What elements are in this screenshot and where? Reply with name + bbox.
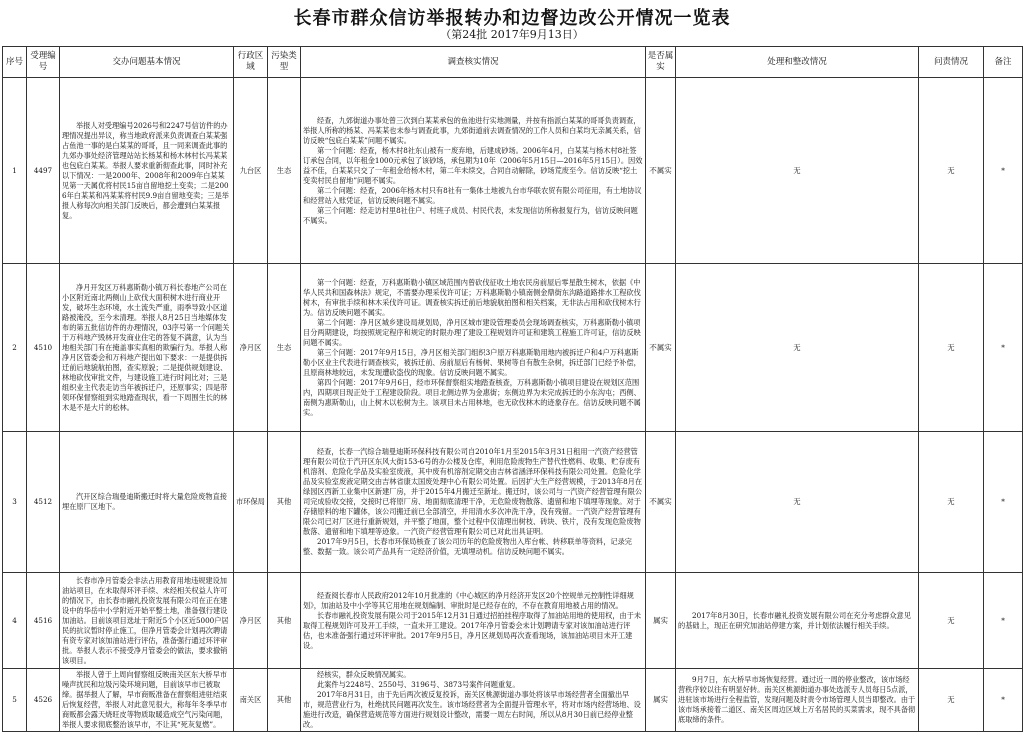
investigation-paragraph: 长春市融礼投资发展有限公司于2015年12月31日通过招拍挂程序取得了加油站用地的使用权，由于未取得工程规划许可及开工手续，一直未开工建设。2017年净月管委会未计划聘请专家对该加油站进行评估，也未准备强行通过环评审批。2017年9月5日，净月区规划局再次查看现场，该加油站项目未开工建设。 (303, 610, 642, 650)
cell-remark: * (984, 78, 1023, 264)
cell-seq: 5 (3, 669, 27, 732)
cell-district: 南关区 (234, 669, 268, 732)
cell-investigation (301, 432, 646, 573)
table-row (3, 78, 1023, 264)
table-row (3, 573, 1023, 669)
cell-accountability: 无 (919, 432, 984, 573)
cell-handling: 无 (676, 432, 919, 573)
cell-handling: 无 (676, 264, 919, 432)
header-investigation: 调查核实情况 (301, 47, 646, 78)
investigation-paragraph: 2017年8月31日，由于先后两次被反复投诉，南关区桃源街道办事处将该早市场经营者全面撤出早市，规范营业行为，杜绝扰民问题再次发生。该市场经营者为全面提升管理水平，将对市场内经营场地、设施进行改造，确保营造规范等方面进行规划设计整改，需要一周左右时间，所以从8月30日前已经停业整改。 (303, 690, 641, 729)
header-issue: 交办问题基本情况 (60, 47, 234, 78)
header-verified: 是否属实 (646, 47, 676, 78)
investigation-paragraph: 经查，长春一汽综合瑞曼迪斯环保科技有限公司自2010年1月至2015年3月31日租用一汽资产经营管理有限公司位于汽开区东风大街153-6号的办公楼及仓库，利用危险废物生产替代性燃料、收集、贮存废有机溶剂、危险化学品及实验室废液，其中废有机溶剂定期交由吉林省涵泽环保科技有限公司处置。危险化学品及实验室废液定期交由吉林省康太国废处理中心有限公司处置。后因扩大生产经营规模，于2013年8月在绿园区西新工业集中区新建厂房，并于2015年4月搬迁至新址。搬迁时，该公司与一汽资产经营管理有限公司完成验收交接，交接时已将原厂房、地面彻底清理干净，无危险废物散落、遗留和地下填埋等现象。对于存储原料的地下罐体，该公司搬迁前已全部清空，并用清水多次冲洗干净，没有残留。一汽资产经营管理有限公司已对厂区进行重新规划，并平整了地面，整个过程中仅清理出树枝、砖块、铁片，没有发现危险废物散落、遗留和地下填埋等迹象。一汽资产经营管理有限公司已对此出具证明。 (303, 447, 643, 536)
cell-investigation (301, 78, 646, 264)
cell-accountability: 无 (919, 669, 984, 732)
cell-verified: 不属实 (646, 264, 676, 432)
cell-issue: 长春市净月管委会非法占用教育用地违规建设加油站项目，在未取得环评手续、未经相关权益人许可的情况下，由长春市融礼投资发展有限公司在正在建设中的华岳中小学附近开始平整土地，准备强行建设加油站。目前该项目选址于附近5个小区近5000户居民的抗议暂时停止施工，但净月管委会计划再次聘请有资专家对该加油站进行评估，准备强行通过环评审批。举报人表示不接受净月管委会的做法，要求撤销该项目。 (60, 573, 234, 669)
cell-accountability: 无 (919, 573, 984, 669)
table-row (3, 264, 1023, 432)
cell-id: 4526 (27, 669, 60, 732)
table-row (3, 669, 1023, 732)
investigation-paragraph: 第一个问题：经查，杨木村8社东山被有一废弃地，后建成砂场。2006年4月，白某某与杨木村8社签订承包合同，以年租金1000元承包了该砂场，承包期为10年（2006年5月15日—2016年5月15日）。因效益不佳，白某某只交了一年租金给杨木村，第二年未续交，合同自动解除，砂场荒废至今。信访反映“挖土变卖村民自留地”问题不属实。 (303, 145, 643, 185)
investigation-paragraph: 第三个问题：经走访村里8社住户、村班子成员、村民代表，未发现信访所称报复行为，信访反映问题不属实。 (303, 205, 638, 225)
cell-issue: 净月开发区万科惠斯勒小镇万科长春地产公司在小区附近南北两侧山上砍伐大面积树木进行商业开发，破坏生态环境，水土流失严重，雨季导致小区道路被淹没，至今未清理。举报人8月25日当地媒体发布的第五批信访件的办理情况，03序号第一个问题关于万科地产毁林开发商业住宅的答复不满意，认为当地相关部门有在掩盖事实真相的欺骗行为。举报人称净月区管委会和万科地产提出如下要求：一是提供拆迁前后地貌航拍图，查实原貌；二是提供规划建设、林地砍伐审批文件，与建设施工进行时间比对；三是组织业主代表走访当年被拆迁户，还原事实；四是带领环保督察组到实地踏查现状，看一下周围生长的林木是不是大片的松林。 (60, 264, 234, 432)
cell-type: 其他 (268, 432, 301, 573)
header-row (3, 47, 1023, 78)
cell-district: 九台区 (234, 78, 268, 264)
cell-remark: * (984, 432, 1023, 573)
cell-id: 4510 (27, 264, 60, 432)
investigation-paragraph: 第四个问题：2017年9月6日，经市环保督察组实地踏查核查，万科惠斯勒小镇项目建设在规划区范围内，四期项目现正处于工程建设阶段。项目北侧边界为金惠街；东侧边界为未完成拆迁的小东沟屯；西侧、南侧为惠斯勒山，山上树木以松树为主。该项目未占用林地，也无砍伐林木的迹象存在。信访反映问题不属实。 (303, 377, 641, 417)
header-type: 污染类型 (268, 47, 301, 78)
cell-investigation (301, 573, 646, 669)
cell-verified: 属实 (646, 669, 676, 732)
investigation-paragraph: 第二个问题：净月区城乡建设局规划局，净月区城市建设管理委员会现场调查核实，万科惠斯勒小镇项目分两期建设，均按照规定程序和规定的时限办理了建设工程规划许可证和建筑工程施工许可证，信访反映问题不属实。 (303, 317, 641, 347)
cell-remark: * (984, 264, 1023, 432)
cell-id: 4497 (27, 78, 60, 264)
investigation-paragraph: 第一个问题：经查，万科惠斯勒小镇区域范围内曾砍伐征收土地农民房前屋后零星散生树木，依据《中华人民共和国森林法》规定，不需要办理采伐许可证；万科惠斯勒小镇南侧金鼎街东沟路道路排水工程砍伐树木，有审批手续和林木采伐许可证。调查核实拆迁前后地貌航拍图和相关档案，无非法占用和砍伐树木行为。信访反映问题不属实。 (303, 277, 641, 317)
cell-district: 净月区 (234, 264, 268, 432)
cell-seq: 1 (3, 78, 27, 264)
header-handling: 处理和整改情况 (676, 47, 919, 78)
cell-seq: 2 (3, 264, 27, 432)
header-remark: 备注 (984, 47, 1023, 78)
header-seq: 序号 (3, 47, 27, 78)
table-row (3, 432, 1023, 573)
header-accountability: 问责情况 (919, 47, 984, 78)
investigation-paragraph: 此案件与2248号、2550号、3196号、3873号案件问题重复。 (317, 680, 520, 689)
cell-issue: 举报人曾于上周向督察组反映南关区东大桥早市噪声扰民和垃圾污染环境问题，目前该早市已被取缔。据举报人了解，早市商贩准备在督察组进驻结束后恢复经营，举报人对此意见很大，称每年冬季早市商贩都会露天烧旺皮等物质取暖造成空气污染问题，举报人要求彻底整治该早市，不让其“死灰复燃”。 (60, 669, 234, 732)
cell-accountability: 无 (919, 78, 984, 264)
page-title: 长春市群众信访举报转办和边督边改公开情况一览表 (293, 8, 731, 29)
investigation-paragraph: 第二个问题：经查，2006年杨木村只有8社有一集体土地被九台市华联农贸有限公司征用，有土地协议和经营站入账凭证，信访反映问题不属实。 (303, 185, 642, 205)
cell-accountability: 无 (919, 264, 984, 432)
cell-investigation (301, 669, 646, 732)
cell-type: 其他 (268, 573, 301, 669)
cell-id: 4512 (27, 432, 60, 573)
cell-remark: * (984, 573, 1023, 669)
investigation-paragraph: 经查阅长春市人民政府2012年10月批准的《中心城区的净月经济开发区20个控规单元控制性详细规划》，加油站及中小学等其它用地在规划编制、审批时是已经存在的，不存在教育用地被占用的情况。 (303, 590, 634, 610)
investigation-paragraph: 第三个问题：2017年9月15日，净月区相关部门组织3户原万科惠斯勒用地内被拆迁户和4户万科惠斯勒小区业主代表进行调查核实，被拆迁前、房前屋后有杨树、果树等自有散生杂树，拆迁部门已经予补偿，且原商林地较远，未发现遭砍盗伐的现象。信访反映问题不属实。 (303, 347, 641, 377)
investigation-paragraph: 经查，九郊街道办事处曾三次到白某某承包的鱼池进行实地测量，并按有指派白某某的哥哥负责调查，举报人所称的杨某、冯某某也未参与调查此事，九郊街道前去调查情况的工作人员和白某均无亲属关系，信访反映“包庇白某某”问题不属实。 (303, 115, 641, 145)
cell-district: 净月区 (234, 573, 268, 669)
page-subtitle: （第24批 2017年9月13日） (440, 28, 584, 41)
cell-investigation (301, 264, 646, 432)
cell-seq: 3 (3, 432, 27, 573)
cell-verified: 不属实 (646, 432, 676, 573)
header-id: 受理编号 (27, 47, 60, 78)
cell-issue: 汽开区综合瑞曼迪斯搬迁时将大量危险废物直接埋在原厂区地下。 (60, 432, 234, 573)
header-district: 行政区域 (234, 47, 268, 78)
cell-seq: 4 (3, 573, 27, 669)
investigation-paragraph: 经核实，群众反映情况属实。 (317, 670, 411, 679)
cell-handling: 无 (676, 78, 919, 264)
complaints-table (2, 46, 1023, 732)
cell-district: 市环保局 (234, 432, 268, 573)
cell-type: 其他 (268, 669, 301, 732)
cell-handling: 9月7日，东大桥早市场恢复经营。通过近一周的停业整改，该市场经营秩序较以往有明显好转。南关区桃源街道办事处选派专人员每日5点派，进驻该市场进行全程监管，发现问题及时责令市场管理人员当即整改。由于该市场承接着二道区、南关区周边区域上万名居民的买菜需求，现不具备彻底取缔的条件。 (676, 669, 919, 732)
investigation-paragraph: 2017年9月5日，长春市环保局核查了该公司历年的危险废物出入库台帐、转移联单等资料，记录完整、数据一致。该公司产品具有一定经济价值，无填埋动机。信访反映问题不属实。 (303, 537, 632, 556)
cell-handling: 2017年8月30日，长春市融礼投资发展有限公司在充分考虑群众意见的基础上，现正在研究加油站停建方案，并计划依法履行相关手续。 (676, 573, 919, 669)
cell-id: 4516 (27, 573, 60, 669)
cell-verified: 属实 (646, 573, 676, 669)
cell-remark: * (984, 669, 1023, 732)
cell-type: 生态 (268, 78, 301, 264)
cell-issue: 举报人对受理编号2026号和2247号信访件的办理情况提出异议，称当地政府派来负责调查白某某强占鱼池一事的是白某某的哥哥，且一同来调查此事的九郊办事处经济管理站站长杨某和杨木林村长冯某某也包庇白某某。举报人要求重新彻查此事，同时补充以下情况：一是2000年、2008年和2009年白某某见第一天属优将村民15亩自留地挖土变卖；二是2006年白某某和冯某某将村民9.9亩自留地变卖；三是举报人称每次向相关部门反映后，都会遭到白某某报复。 (60, 78, 234, 264)
cell-type: 生态 (268, 264, 301, 432)
cell-verified: 不属实 (646, 78, 676, 264)
